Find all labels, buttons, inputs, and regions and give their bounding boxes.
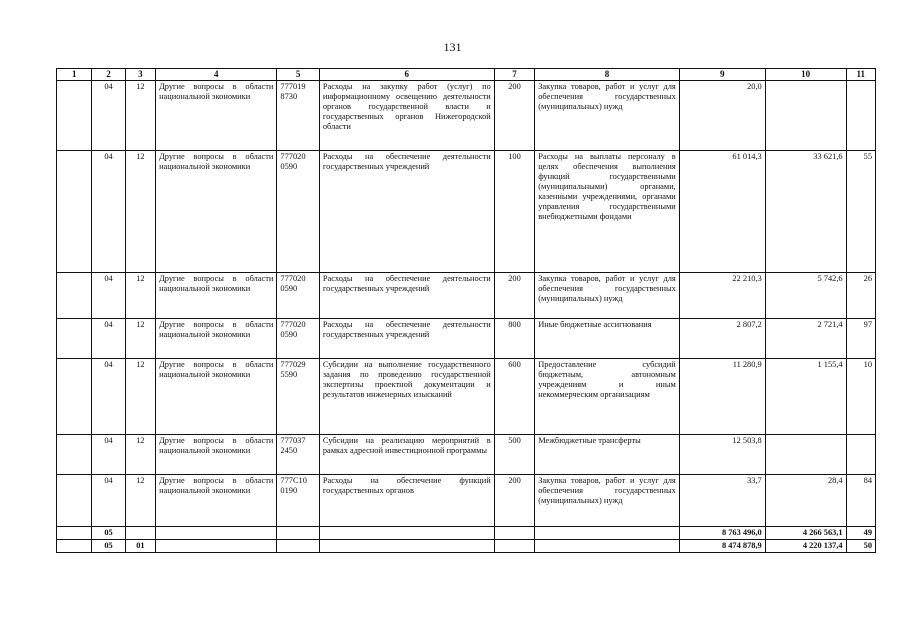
header-row xyxy=(57,69,876,81)
percent-cell: 97 xyxy=(846,318,875,358)
expense-type-name-cell: Иные бюджетные ассигнования xyxy=(535,318,680,358)
expense-type-code-cell: 500 xyxy=(494,434,534,474)
row-num-cell xyxy=(57,150,92,272)
section-name-cell: Другие вопросы в области национальной экономики xyxy=(156,434,277,474)
expense-type-code-cell: 200 xyxy=(494,272,534,318)
row-num-cell xyxy=(57,358,92,434)
table-row xyxy=(57,80,876,150)
empty-cell xyxy=(494,526,534,539)
actual-total-cell: 4 266 563,1 xyxy=(765,526,846,539)
target-code-cell: 777037 2450 xyxy=(277,434,319,474)
plan-value-cell: 2 807,2 xyxy=(679,318,765,358)
actual-value-cell xyxy=(765,80,846,150)
expense-name-cell: Субсидии на выполнение государственного задания по проведению государственной экспертизы проектной документации и результатов инженерных изысканий xyxy=(319,358,494,434)
section-code-cell: 04 xyxy=(92,434,125,474)
subsection-code-cell: 12 xyxy=(125,474,155,526)
empty-cell xyxy=(156,526,277,539)
target-code-cell: 777020 0590 xyxy=(277,272,319,318)
actual-value-cell: 33 621,6 xyxy=(765,150,846,272)
percent-cell: 26 xyxy=(846,272,875,318)
row-num-cell xyxy=(57,434,92,474)
header-cell: 2 xyxy=(92,69,125,81)
section-code-cell: 04 xyxy=(92,318,125,358)
section-name-cell: Другие вопросы в области национальной экономики xyxy=(156,80,277,150)
section-code-cell: 04 xyxy=(92,358,125,434)
actual-value-cell: 5 742,6 xyxy=(765,272,846,318)
plan-value-cell: 11 280,9 xyxy=(679,358,765,434)
empty-cell xyxy=(535,526,680,539)
percent-total-cell: 49 xyxy=(846,526,875,539)
plan-total-cell: 8 763 496,0 xyxy=(679,526,765,539)
header-cell: 8 xyxy=(535,69,680,81)
target-code-cell: 777020 0590 xyxy=(277,150,319,272)
row-num-cell xyxy=(57,80,92,150)
budget-table xyxy=(56,68,876,553)
expense-name-cell: Расходы на обеспечение деятельности государственных учреждений xyxy=(319,318,494,358)
percent-total-cell: 50 xyxy=(846,539,875,552)
target-code-cell: 777029 5590 xyxy=(277,358,319,434)
section-code-cell: 05 xyxy=(92,526,125,539)
section-name-cell: Другие вопросы в области национальной экономики xyxy=(156,474,277,526)
target-code-cell: 777С10 0190 xyxy=(277,474,319,526)
expense-type-code-cell: 600 xyxy=(494,358,534,434)
empty-cell xyxy=(277,539,319,552)
expense-type-name-cell: Расходы на выплаты персоналу в целях обеспечения выполнения функций государственными (муниципальными) органами, казенными учреждениями, органами управления государственными внебюджетными фондами xyxy=(535,150,680,272)
plan-value-cell: 20,0 xyxy=(679,80,765,150)
expense-name-cell: Расходы на обеспечение функций государственных органов xyxy=(319,474,494,526)
actual-value-cell: 1 155,4 xyxy=(765,358,846,434)
target-code-cell: 777020 0590 xyxy=(277,318,319,358)
expense-type-name-cell: Межбюджетные трансферты xyxy=(535,434,680,474)
row-num-cell xyxy=(57,272,92,318)
expense-type-code-cell: 200 xyxy=(494,474,534,526)
empty-cell xyxy=(319,539,494,552)
table-row xyxy=(57,272,876,318)
target-code-cell: 777019 8730 xyxy=(277,80,319,150)
header-cell: 10 xyxy=(765,69,846,81)
header-cell: 3 xyxy=(125,69,155,81)
total-row xyxy=(57,539,876,552)
subsection-code-cell: 12 xyxy=(125,318,155,358)
header-cell: 5 xyxy=(277,69,319,81)
section-code-cell: 04 xyxy=(92,150,125,272)
subsection-code-cell xyxy=(125,526,155,539)
subsection-code-cell: 12 xyxy=(125,358,155,434)
section-code-cell: 04 xyxy=(92,80,125,150)
expense-name-cell: Субсидии на реализацию мероприятий в рамках адресной инвестиционной программы xyxy=(319,434,494,474)
expense-type-name-cell: Закупка товаров, работ и услуг для обеспечения государственных (муниципальных) нужд xyxy=(535,80,680,150)
percent-cell: 84 xyxy=(846,474,875,526)
actual-total-cell: 4 220 137,4 xyxy=(765,539,846,552)
row-num-cell xyxy=(57,539,92,552)
page-number: 131 xyxy=(443,40,462,54)
table-row xyxy=(57,358,876,434)
actual-value-cell: 28,4 xyxy=(765,474,846,526)
header-cell: 1 xyxy=(57,69,92,81)
header-cell: 7 xyxy=(494,69,534,81)
subsection-code-cell: 12 xyxy=(125,150,155,272)
plan-value-cell: 12 503,8 xyxy=(679,434,765,474)
table-row xyxy=(57,150,876,272)
header-cell: 11 xyxy=(846,69,875,81)
header-cell: 6 xyxy=(319,69,494,81)
actual-value-cell: 2 721,4 xyxy=(765,318,846,358)
plan-value-cell: 22 210,3 xyxy=(679,272,765,318)
expense-name-cell: Расходы на обеспечение деятельности государственных учреждений xyxy=(319,150,494,272)
subsection-code-cell: 01 xyxy=(125,539,155,552)
empty-cell xyxy=(535,539,680,552)
percent-cell xyxy=(846,80,875,150)
section-name-cell: Другие вопросы в области национальной экономики xyxy=(156,318,277,358)
table-row xyxy=(57,474,876,526)
percent-cell xyxy=(846,434,875,474)
empty-cell xyxy=(277,526,319,539)
row-num-cell xyxy=(57,474,92,526)
subsection-code-cell: 12 xyxy=(125,80,155,150)
section-name-cell: Другие вопросы в области национальной экономики xyxy=(156,272,277,318)
expense-name-cell: Расходы на обеспечение деятельности государственных учреждений xyxy=(319,272,494,318)
empty-cell xyxy=(319,526,494,539)
expense-type-name-cell: Закупка товаров, работ и услуг для обеспечения государственных (муниципальных) нужд xyxy=(535,272,680,318)
percent-cell: 55 xyxy=(846,150,875,272)
table-row xyxy=(57,318,876,358)
section-code-cell: 04 xyxy=(92,272,125,318)
percent-cell: 10 xyxy=(846,358,875,434)
section-code-cell: 04 xyxy=(92,474,125,526)
row-num-cell xyxy=(57,318,92,358)
header-cell: 4 xyxy=(156,69,277,81)
header-cell: 9 xyxy=(679,69,765,81)
section-name-cell: Другие вопросы в области национальной экономики xyxy=(156,150,277,272)
actual-value-cell xyxy=(765,434,846,474)
expense-type-name-cell: Закупка товаров, работ и услуг для обеспечения государственных (муниципальных) нужд xyxy=(535,474,680,526)
expense-type-code-cell: 200 xyxy=(494,80,534,150)
total-row xyxy=(57,526,876,539)
empty-cell xyxy=(156,539,277,552)
section-code-cell: 05 xyxy=(92,539,125,552)
table-row xyxy=(57,434,876,474)
plan-value-cell: 61 014,3 xyxy=(679,150,765,272)
subsection-code-cell: 12 xyxy=(125,272,155,318)
empty-cell xyxy=(494,539,534,552)
expense-type-code-cell: 100 xyxy=(494,150,534,272)
expense-type-code-cell: 800 xyxy=(494,318,534,358)
plan-total-cell: 8 474 878,9 xyxy=(679,539,765,552)
section-name-cell: Другие вопросы в области национальной экономики xyxy=(156,358,277,434)
subsection-code-cell: 12 xyxy=(125,434,155,474)
row-num-cell xyxy=(57,526,92,539)
expense-type-name-cell: Предоставление субсидий бюджетным, автономным учреждениям и иным некоммерческим организациям xyxy=(535,358,680,434)
expense-name-cell: Расходы на закупку работ (услуг) по информационному освещению деятельности органов государственной власти и государственных органов Нижегородской области xyxy=(319,80,494,150)
plan-value-cell: 33,7 xyxy=(679,474,765,526)
